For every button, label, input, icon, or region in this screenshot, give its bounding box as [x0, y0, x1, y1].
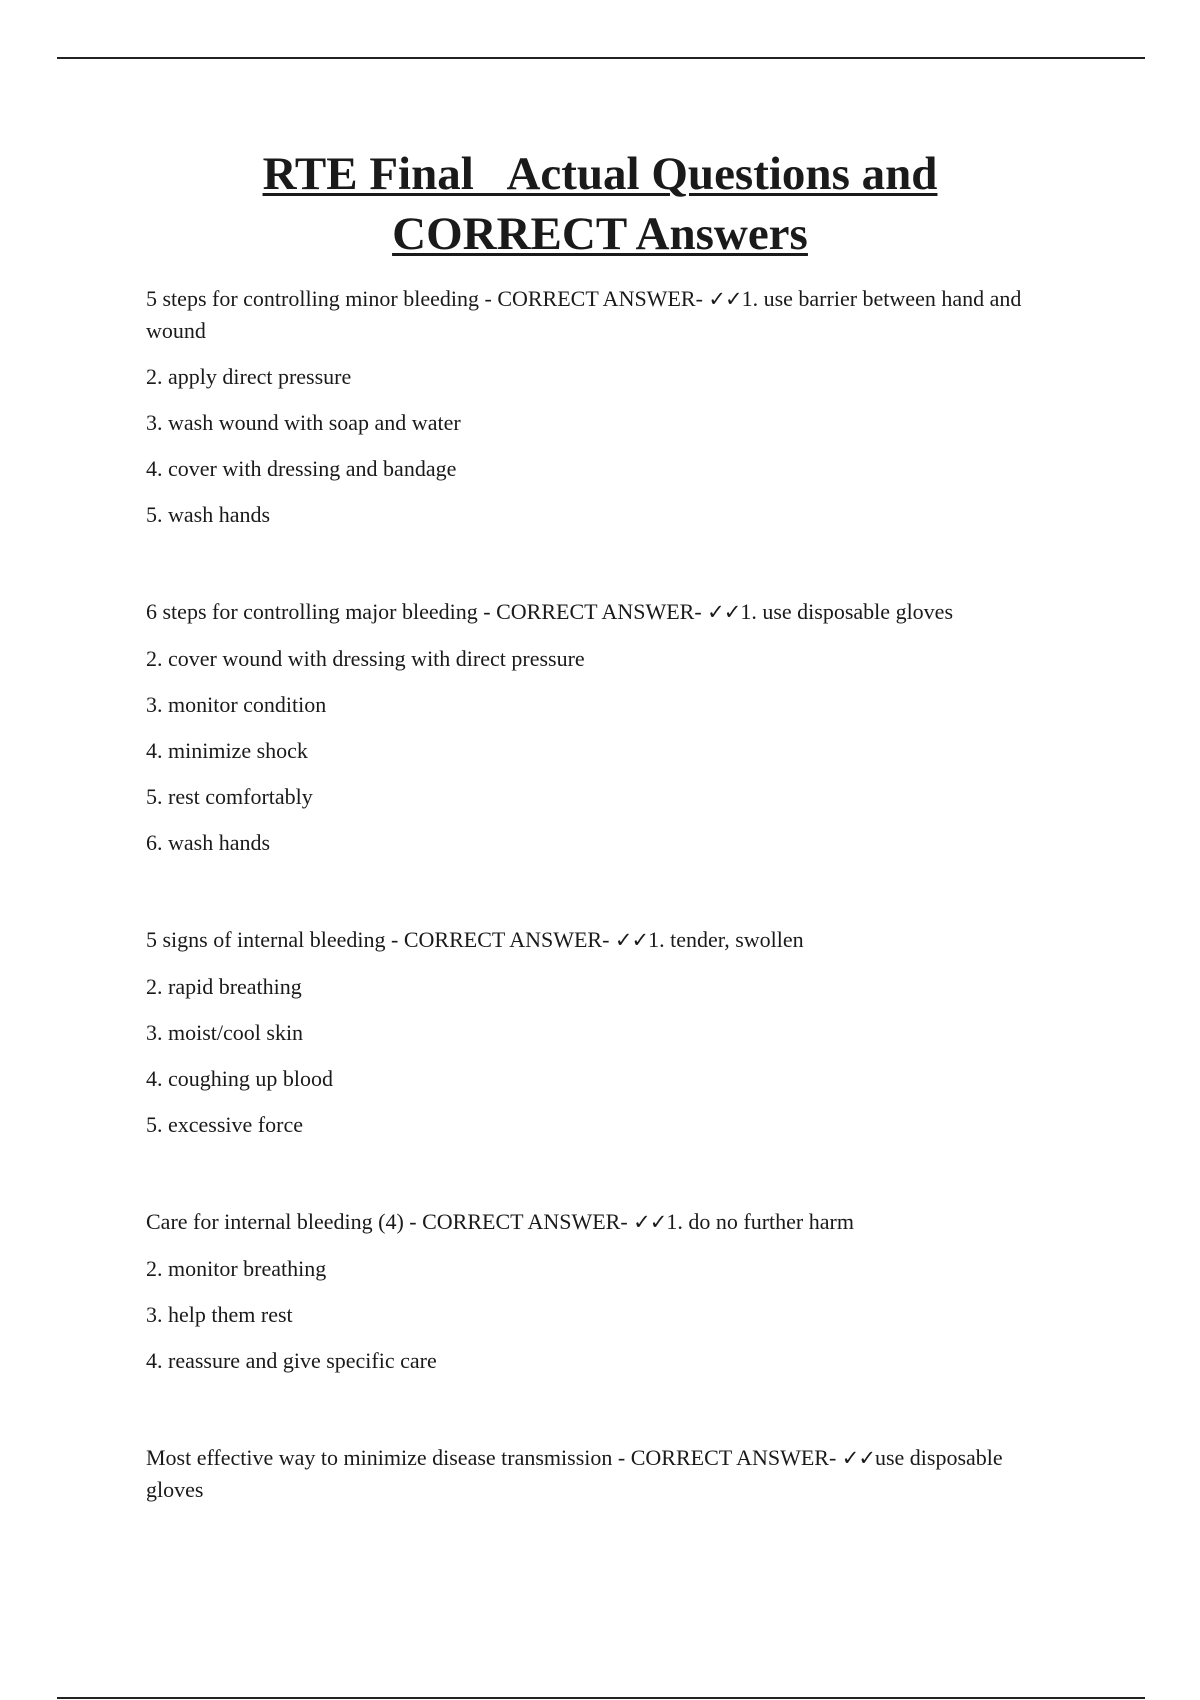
answer-marker: - CORRECT ANSWER-: [409, 1209, 628, 1234]
question-line: [146, 283, 1046, 346]
answer-text: 1. use barrier between hand and wound: [146, 286, 1022, 343]
answer-text: 1. use disposable gloves: [740, 599, 954, 624]
double-check-icon: ✓✓: [614, 928, 649, 952]
question-text: Most effective way to minimize disease transmission: [146, 1445, 613, 1470]
answer-marker: - CORRECT ANSWER-: [483, 599, 702, 624]
answer-text: use disposable gloves: [146, 1445, 1003, 1502]
question-text: 5 signs of internal bleeding: [146, 927, 386, 952]
question-text: Care for internal bleeding (4): [146, 1209, 404, 1234]
question-line: [146, 596, 1046, 628]
bottom-rule: [57, 1697, 1145, 1699]
answer-step: 4. cover with dressing and bandage: [146, 456, 457, 481]
top-rule: [57, 57, 1145, 59]
answer-marker: - CORRECT ANSWER-: [391, 927, 610, 952]
page-title: [0, 144, 1200, 264]
double-check-icon: ✓✓: [707, 600, 741, 624]
answer-step: 2. rapid breathing: [146, 974, 302, 999]
answer-step: 3. help them rest: [146, 1302, 293, 1327]
answer-marker: - CORRECT ANSWER-: [484, 286, 703, 311]
qa-item: [146, 1442, 1046, 1505]
answer-step: 3. monitor condition: [146, 692, 327, 717]
qa-list: [146, 283, 1046, 1520]
double-check-icon: ✓✓: [633, 1210, 667, 1234]
answer-text: 1. do no further harm: [666, 1209, 854, 1234]
answer-step: 5. excessive force: [146, 1112, 303, 1137]
answer-step: 6. wash hands: [146, 830, 271, 855]
answer-step: 2. apply direct pressure: [146, 364, 352, 389]
question-text: 6 steps for controlling major bleeding: [146, 599, 478, 624]
question-line: [146, 924, 1046, 956]
answer-step: 4. reassure and give specific care: [146, 1348, 437, 1373]
answer-step: 2. monitor breathing: [146, 1256, 327, 1281]
block-spacer: [146, 1155, 1046, 1206]
qa-item: [146, 1206, 1046, 1376]
qa-item: [146, 924, 1046, 1140]
answer-step: 5. wash hands: [146, 502, 271, 527]
answer-step: 5. rest comfortably: [146, 784, 313, 809]
double-check-icon: ✓✓: [841, 1446, 875, 1470]
double-check-icon: ✓✓: [708, 287, 742, 311]
answer-text: 1. tender, swollen: [648, 927, 804, 952]
title-line-1: RTE Final Actual Questions and: [262, 148, 938, 200]
title-line-2: CORRECT Answers: [392, 208, 808, 260]
qa-item: [146, 283, 1046, 530]
answer-step: 4. minimize shock: [146, 738, 308, 763]
question-line: [146, 1206, 1046, 1238]
question-line: [146, 1442, 1046, 1505]
answer-marker: - CORRECT ANSWER-: [617, 1445, 837, 1470]
answer-step: 3. wash wound with soap and water: [146, 410, 461, 435]
question-text: 5 steps for controlling minor bleeding: [146, 286, 479, 311]
answer-step: 2. cover wound with dressing with direct pressure: [146, 646, 585, 671]
qa-item: [146, 596, 1046, 858]
answer-step: 3. moist/cool skin: [146, 1020, 304, 1045]
block-spacer: [146, 873, 1046, 924]
block-spacer: [146, 545, 1046, 596]
block-spacer: [146, 1391, 1046, 1442]
answer-step: 4. coughing up blood: [146, 1066, 333, 1091]
